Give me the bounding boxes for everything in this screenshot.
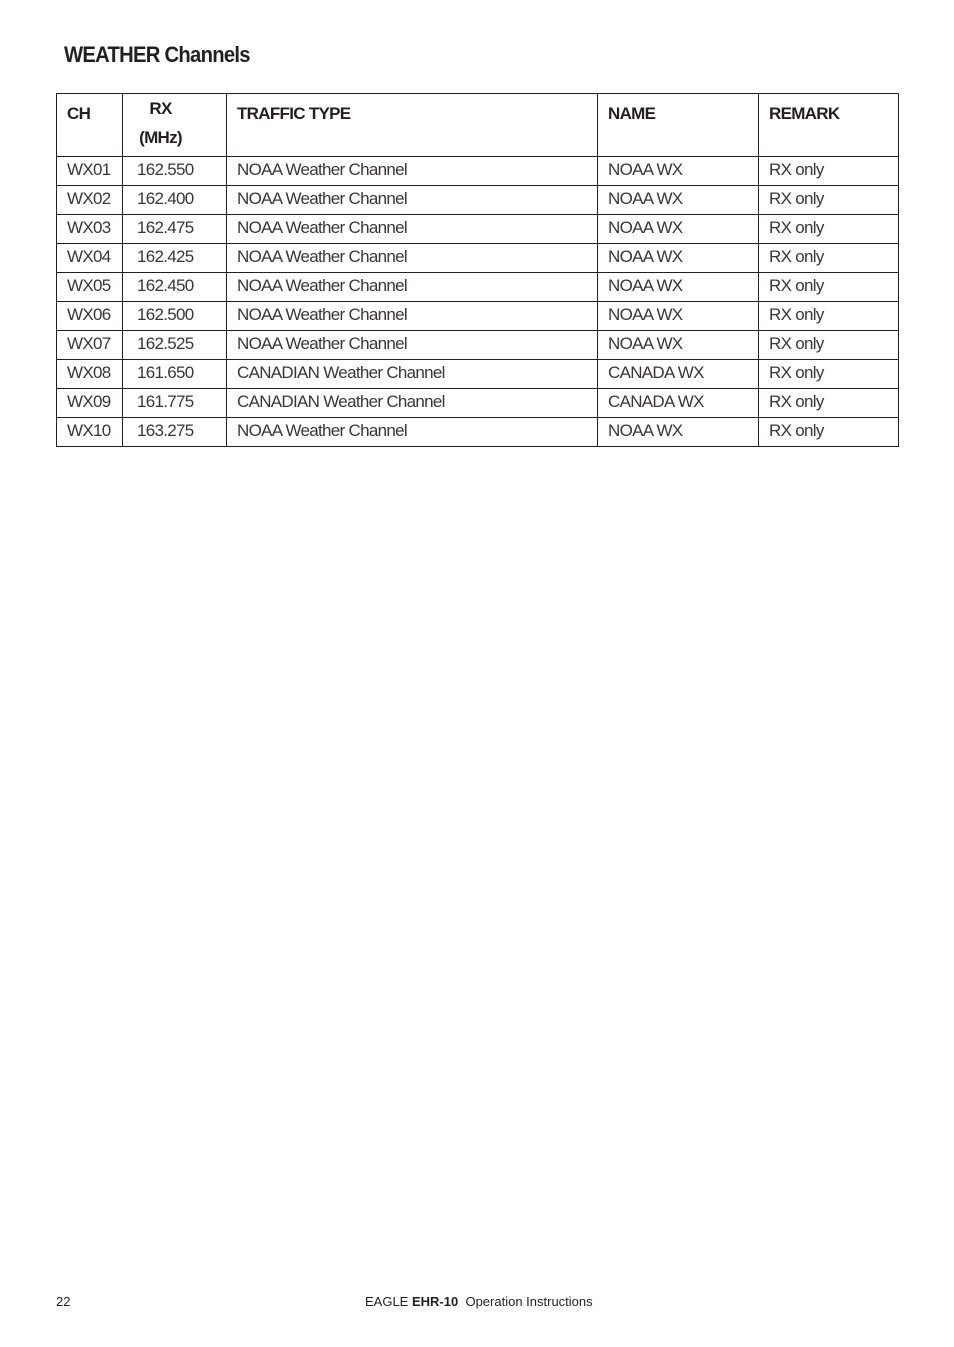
cell-remark: RX only [759,273,899,302]
cell-name: CANADA WX [598,360,759,389]
cell-name: NOAA WX [598,331,759,360]
cell-ch: WX09 [57,389,123,418]
header-rx-label: RX [149,99,172,118]
header-name: NAME [598,94,759,157]
header-rx [123,94,227,157]
cell-name: NOAA WX [598,418,759,447]
cell-remark: RX only [759,186,899,215]
cell-rx: 162.450 [123,273,227,302]
cell-traffic-type: CANADIAN Weather Channel [227,360,598,389]
table-row [57,331,899,360]
cell-traffic-type: NOAA Weather Channel [227,331,598,360]
table-row [57,157,899,186]
cell-remark: RX only [759,302,899,331]
table-row [57,302,899,331]
header-ch: CH [57,94,123,157]
cell-rx: 162.550 [123,157,227,186]
cell-rx: 162.525 [123,331,227,360]
table-row [57,418,899,447]
page-number: 22 [56,1294,71,1309]
table-body [57,157,899,447]
cell-ch: WX06 [57,302,123,331]
cell-traffic-type: NOAA Weather Channel [227,186,598,215]
cell-ch: WX05 [57,273,123,302]
cell-ch: WX01 [57,157,123,186]
cell-traffic-type: NOAA Weather Channel [227,418,598,447]
cell-ch: WX04 [57,244,123,273]
cell-remark: RX only [759,215,899,244]
cell-traffic-type: CANADIAN Weather Channel [227,389,598,418]
cell-rx: 162.425 [123,244,227,273]
cell-name: NOAA WX [598,302,759,331]
cell-traffic-type: NOAA Weather Channel [227,302,598,331]
cell-traffic-type: NOAA Weather Channel [227,215,598,244]
footer-brand: EAGLE [365,1294,409,1309]
cell-ch: WX10 [57,418,123,447]
footer-document-title [365,1294,593,1309]
cell-remark: RX only [759,157,899,186]
cell-rx: 161.650 [123,360,227,389]
cell-rx: 162.475 [123,215,227,244]
cell-ch: WX03 [57,215,123,244]
table-row [57,186,899,215]
cell-traffic-type: NOAA Weather Channel [227,273,598,302]
cell-name: NOAA WX [598,186,759,215]
cell-remark: RX only [759,389,899,418]
cell-traffic-type: NOAA Weather Channel [227,157,598,186]
cell-traffic-type: NOAA Weather Channel [227,244,598,273]
cell-ch: WX08 [57,360,123,389]
table-row [57,389,899,418]
cell-remark: RX only [759,244,899,273]
cell-ch: WX02 [57,186,123,215]
header-remark: REMARK [759,94,899,157]
header-rx-unit: (MHz) [139,128,182,147]
header-traffic-type: TRAFFIC TYPE [227,94,598,157]
cell-rx: 161.775 [123,389,227,418]
weather-channels-table [56,93,899,447]
table-row [57,244,899,273]
cell-ch: WX07 [57,331,123,360]
cell-name: NOAA WX [598,244,759,273]
cell-rx: 163.275 [123,418,227,447]
cell-rx: 162.500 [123,302,227,331]
cell-name: NOAA WX [598,215,759,244]
footer-model: EHR-10 [411,1294,459,1309]
page-title: WEATHER Channels [64,42,250,67]
cell-name: CANADA WX [598,389,759,418]
cell-name: NOAA WX [598,273,759,302]
table-row [57,215,899,244]
cell-remark: RX only [759,360,899,389]
cell-rx: 162.400 [123,186,227,215]
footer-doc-title: Operation Instructions [465,1294,593,1309]
table-row [57,360,899,389]
table-header-row [57,94,899,157]
cell-name: NOAA WX [598,157,759,186]
table-row [57,273,899,302]
cell-remark: RX only [759,331,899,360]
cell-remark: RX only [759,418,899,447]
